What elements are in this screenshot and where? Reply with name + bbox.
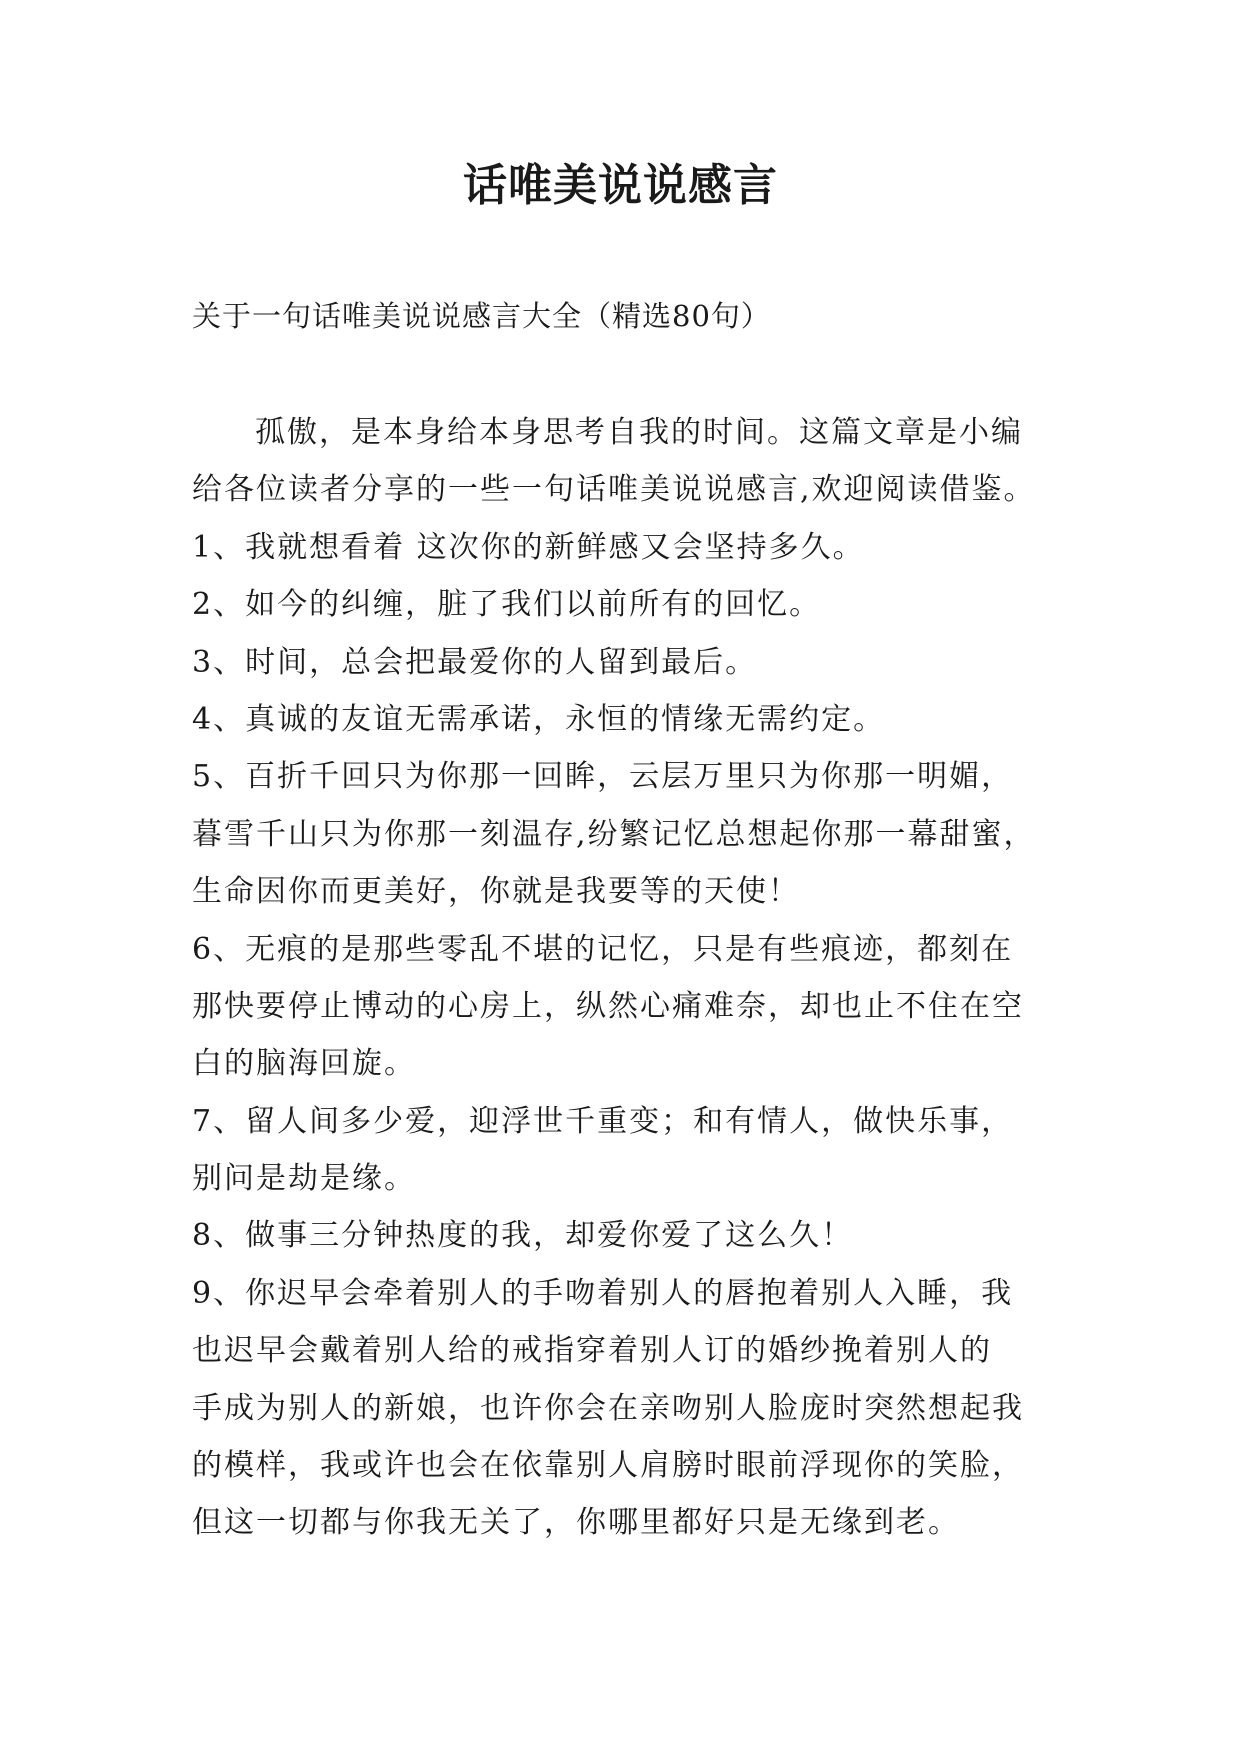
body-line: 的模样，我或许也会在依靠别人肩膀时眼前浮现你的笑脸， [192,1448,1024,1484]
body-line: 6、无痕的是那些零乱不堪的记忆，只是有些痕迹，都刻在 [192,931,1014,967]
body-line: 白的脑海回旋。 [192,1046,416,1082]
body-line: 3、时间，总会把最爱你的人留到最后。 [192,644,758,680]
body-line: 暮雪千山只为你那一刻温存,纷繁记忆总想起你那一幕甜蜜， [192,816,1036,852]
document-title: 话唯美说说感言 [463,160,778,211]
body-line: 4、真诚的友谊无需承诺，永恒的情缘无需约定。 [192,701,886,737]
body-line: 生命因你而更美好，你就是我要等的天使！ [192,874,800,910]
body-line: 2、如今的纠缠，脏了我们以前所有的回忆。 [192,587,822,623]
body-line: 5、百折千回只为你那一回眸，云层万里只为你那一明媚， [192,759,1014,795]
body-line: 7、留人间多少爱，迎浮世千重变；和有情人，做快乐事， [192,1103,1014,1139]
body-line: 也迟早会戴着别人给的戒指穿着别人订的婚纱挽着别人的 [192,1333,992,1369]
body-line: 手成为别人的新娘，也许你会在亲吻别人脸庞时突然想起我 [192,1390,1024,1426]
body-line: 1、我就想看着 这次你的新鲜感又会坚持多久。 [192,529,865,565]
document-subtitle: 关于一句话唯美说说感言大全（精选80句） [192,299,771,333]
body-line: 但这一切都与你我无关了，你哪里都好只是无缘到老。 [192,1505,960,1541]
body-line: 孤傲，是本身给本身思考自我的时间。这篇文章是小编 [255,415,1023,450]
body-line: 那快要停止博动的心房上，纵然心痛难奈，却也止不住在空 [192,988,1024,1024]
body-line: 8、做事三分钟热度的我，却爱你爱了这么久！ [192,1218,854,1254]
body-line: 给各位读者分享的一些一句话唯美说说感言,欢迎阅读借鉴。 [192,472,1036,508]
document-body [192,404,1072,1552]
body-line: 9、你迟早会牵着别人的手吻着别人的唇抱着别人入睡，我 [192,1275,1014,1311]
body-line: 别问是劫是缘。 [192,1161,416,1197]
